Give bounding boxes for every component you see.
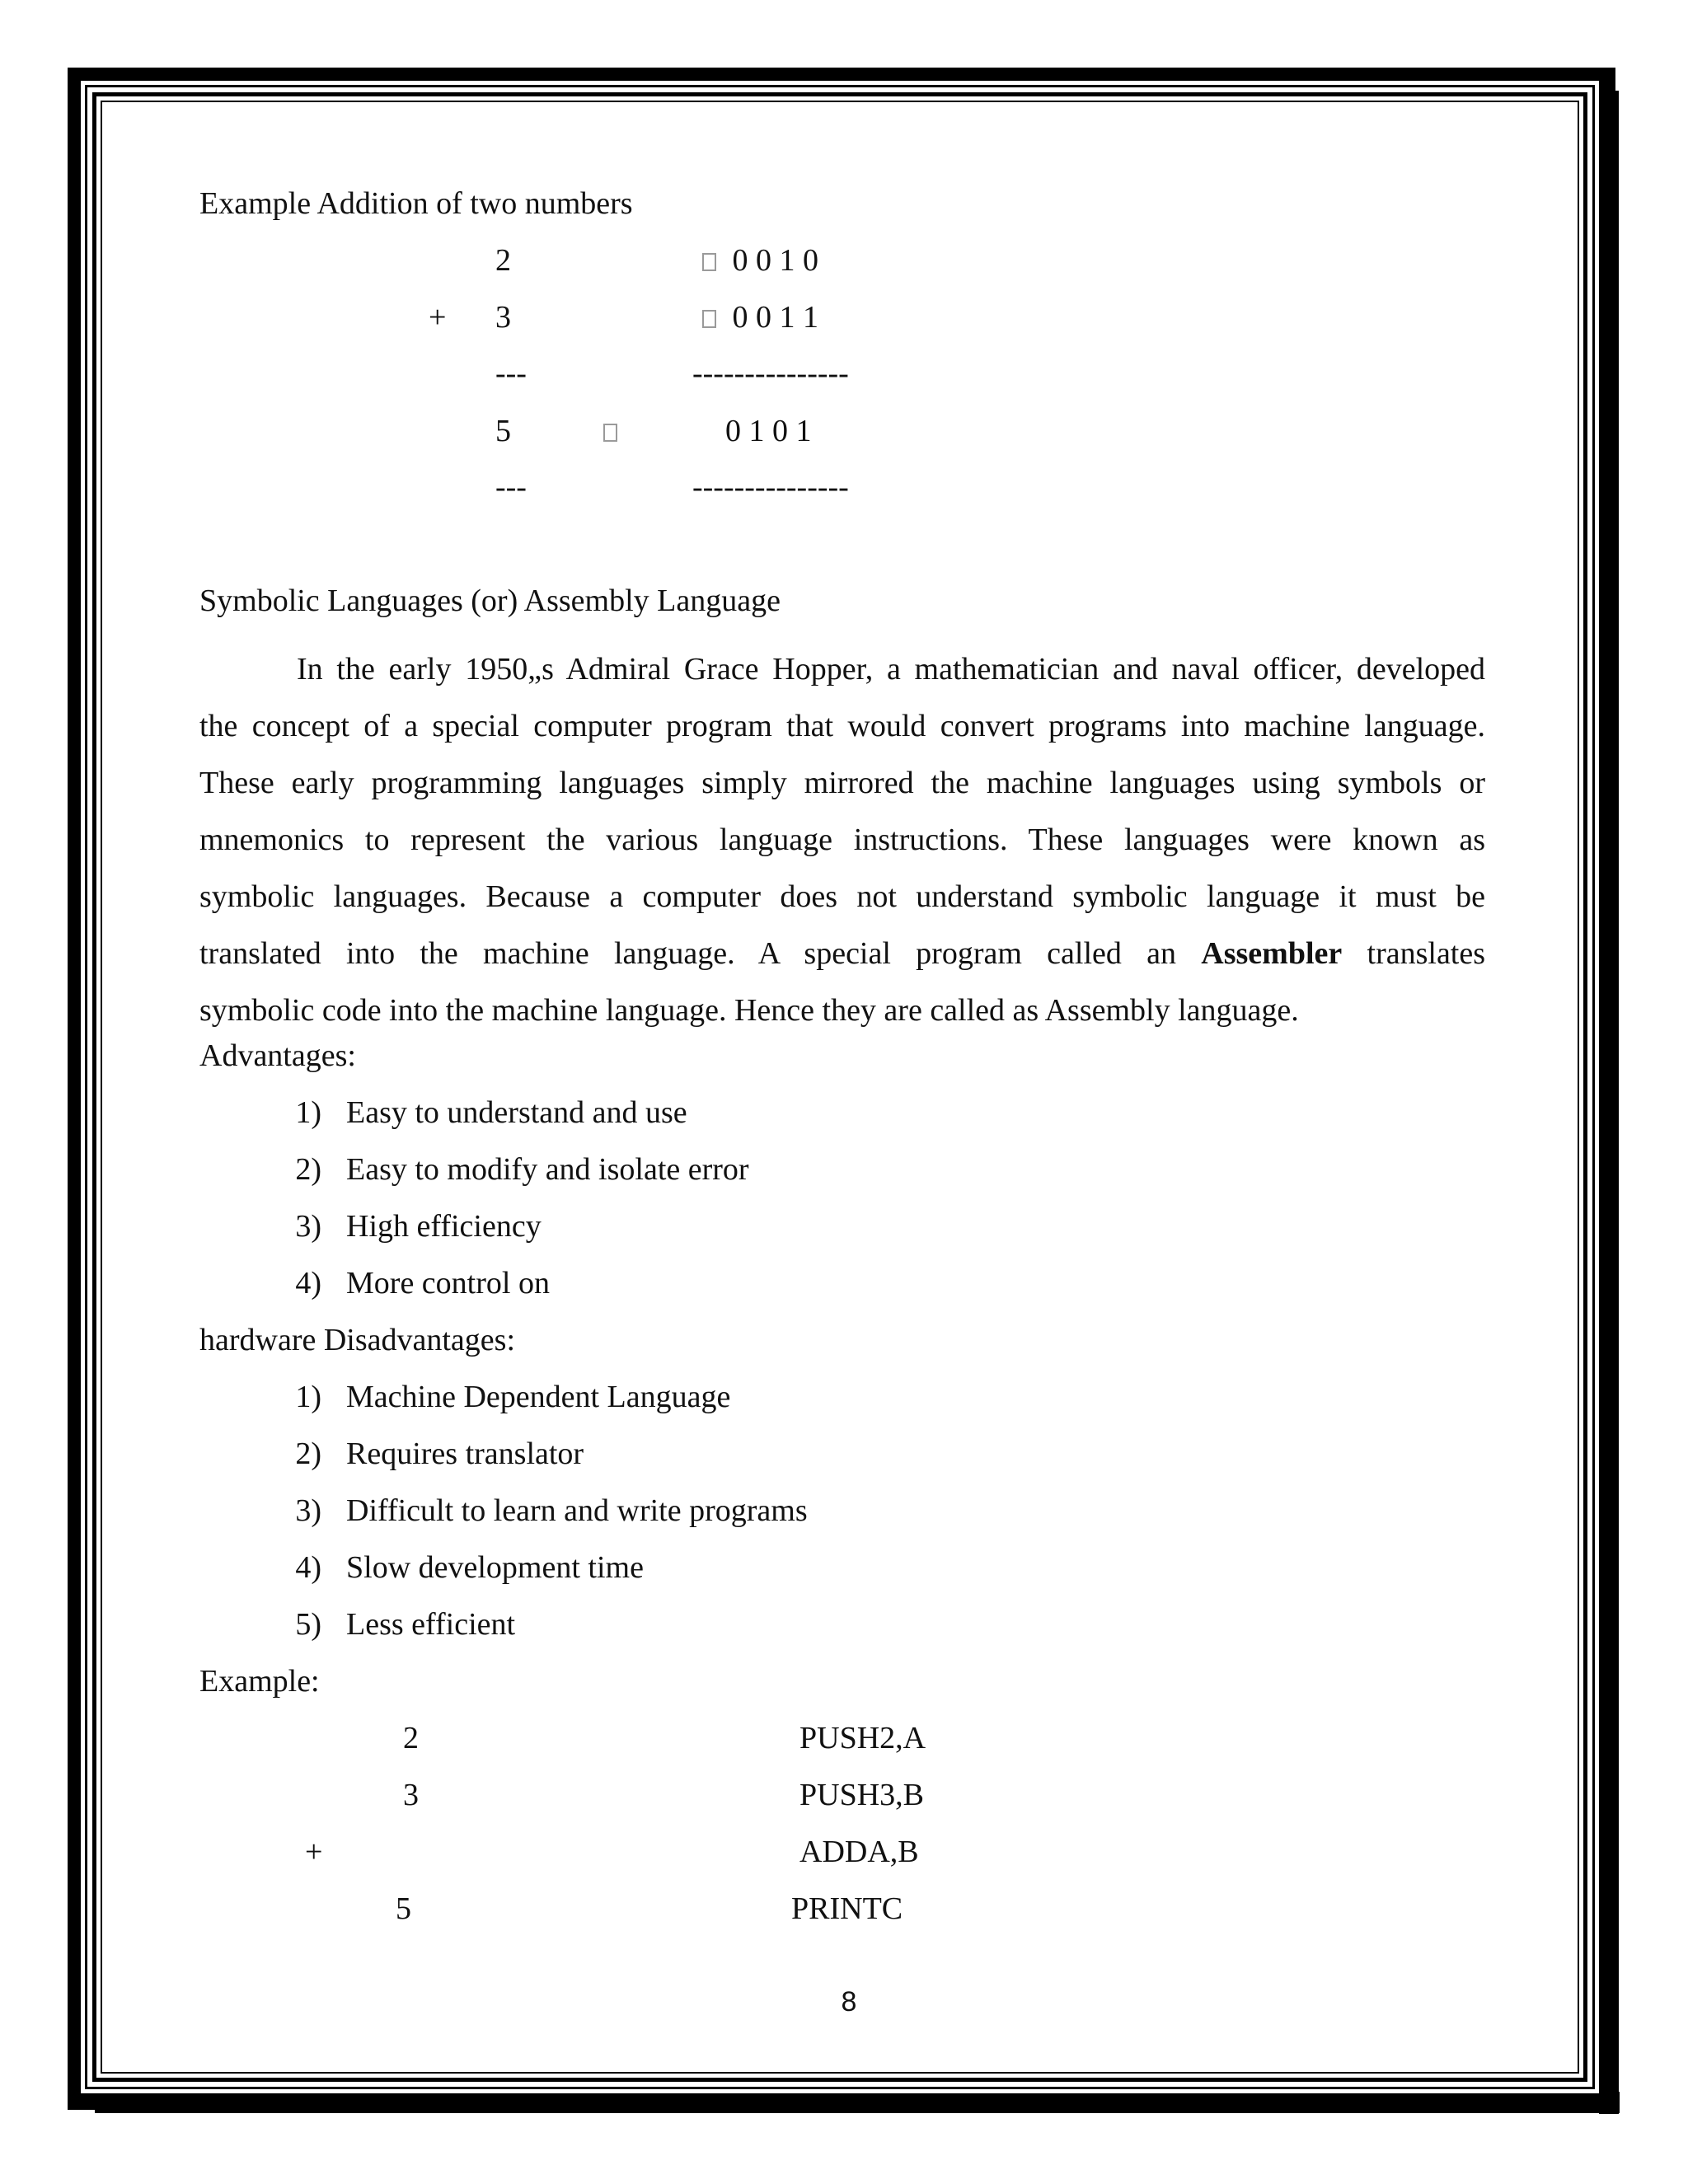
page-border-shadow-right xyxy=(1599,91,1619,2114)
list-number: 4) xyxy=(295,1550,321,1585)
missing-glyph-arrow-icon xyxy=(702,253,716,271)
list-number: 4) xyxy=(295,1266,321,1301)
paragraph-line: These early programming languages simply mirrored the machine languages using symbols or xyxy=(199,766,1485,800)
paragraph-line: mnemonics to represent the various language instructions. These languages were known as xyxy=(199,823,1485,857)
plus-sign: + xyxy=(429,300,447,335)
result-binary: 0 1 0 1 xyxy=(725,414,812,448)
paragraph-line: symbolic code into the machine language. Hence they are called as Assembly language. xyxy=(199,993,1299,1028)
list-number: 1) xyxy=(295,1095,321,1130)
binary-row-1 xyxy=(702,245,818,276)
operand-2-binary: 0 0 1 1 xyxy=(732,300,818,335)
paragraph-line: the concept of a special computer program that would convert programs into machine language. xyxy=(199,709,1485,743)
separator-short: --- xyxy=(495,356,527,391)
separator-long: --------------- xyxy=(692,356,849,391)
example-heading: Example: xyxy=(199,1664,320,1699)
disadvantages-heading: hardware Disadvantages: xyxy=(199,1323,516,1357)
separator-long: --------------- xyxy=(692,470,849,504)
separator-short: --- xyxy=(495,470,527,504)
assembly-instruction: PUSH2,A xyxy=(799,1721,926,1755)
disadvantage-item: Less efficient xyxy=(346,1607,516,1642)
operand-1: 2 xyxy=(495,243,511,278)
paragraph-text: translates xyxy=(1367,936,1486,971)
list-number: 1) xyxy=(295,1380,321,1414)
example-number: 5 xyxy=(396,1891,411,1926)
result: 5 xyxy=(495,414,511,448)
missing-glyph-arrow-icon xyxy=(603,415,617,447)
operand-1-binary: 0 0 1 0 xyxy=(732,243,818,278)
example-number: 3 xyxy=(403,1778,419,1812)
advantage-item: High efficiency xyxy=(346,1209,542,1244)
disadvantage-item: Machine Dependent Language xyxy=(346,1380,731,1414)
missing-glyph-arrow-icon xyxy=(702,310,716,328)
list-number: 2) xyxy=(295,1436,321,1471)
page-number: 8 xyxy=(841,1986,857,2018)
advantage-item: Easy to understand and use xyxy=(346,1095,687,1130)
list-number: 3) xyxy=(295,1209,321,1244)
list-number: 5) xyxy=(295,1607,321,1642)
section-heading: Symbolic Languages (or) Assembly Language xyxy=(199,583,781,618)
page-border-shadow-bottom xyxy=(95,2092,1620,2113)
paragraph-text: translated into the machine language. A special program called an xyxy=(199,936,1177,971)
disadvantage-item: Slow development time xyxy=(346,1550,644,1585)
assembly-instruction: PUSH3,B xyxy=(799,1778,924,1812)
paragraph-line: symbolic languages. Because a computer does not understand symbolic language it must be xyxy=(199,879,1485,914)
symbolic-paragraph xyxy=(199,641,1485,1039)
advantages-heading: Advantages: xyxy=(199,1038,356,1073)
operand-2: 3 xyxy=(495,300,511,335)
assembly-instruction: ADDA,B xyxy=(799,1835,919,1869)
list-number: 3) xyxy=(295,1493,321,1528)
paragraph-line: In the early 1950„s Admiral Grace Hopper, a mathematician and naval officer, developed xyxy=(297,652,1485,687)
plus-sign: + xyxy=(305,1835,323,1869)
example-number: 2 xyxy=(403,1721,419,1755)
disadvantage-item: Requires translator xyxy=(346,1436,584,1471)
binary-row-2 xyxy=(702,302,818,333)
list-number: 2) xyxy=(295,1152,321,1187)
advantage-item: Easy to modify and isolate error xyxy=(346,1152,749,1187)
paragraph-line-assembler xyxy=(199,926,1485,982)
assembler-term: Assembler xyxy=(1201,936,1343,971)
disadvantage-item: Difficult to learn and write programs xyxy=(346,1493,808,1528)
example-addition-heading: Example Addition of two numbers xyxy=(199,186,633,221)
assembly-instruction: PRINTC xyxy=(791,1891,903,1926)
advantage-item: More control on xyxy=(346,1266,550,1301)
